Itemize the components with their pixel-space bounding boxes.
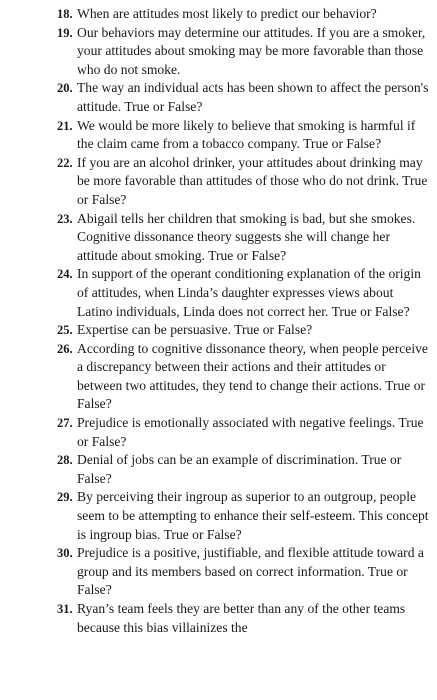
- question-item: [58, 600, 430, 637]
- question-text: When are attitudes most likely to predict our behavior?: [77, 6, 377, 21]
- question-text: Prejudice is emotionally associated with negative feelings. True or False?: [77, 415, 424, 449]
- question-text: According to cognitive dissonance theory, when people perceive a discrepancy between their actions and their attitudes or between two attitudes, they tend to change their actions. True or False?: [77, 340, 428, 412]
- question-number: 19.: [57, 25, 73, 40]
- question-text: Our behaviors may determine our attitudes. If you are a smoker, your attitudes about smoking may be more favorable than those who do not smoke.: [77, 24, 426, 77]
- question-text: Prejudice is a positive, justifiable, and flexible attitude toward a group and its members based on correct information. True or False?: [77, 545, 424, 598]
- question-text: The way an individual acts has been shown to affect the person's attitude. True or False?: [77, 80, 429, 114]
- question-item: [58, 488, 430, 544]
- question-text: If you are an alcohol drinker, your attitudes about drinking may be more favorable than attitudes of those who do not drink. True or False?: [77, 154, 428, 207]
- question-text: We would be more likely to believe that smoking is harmful if the claim came from a tobacco company. True or False?: [77, 117, 416, 152]
- question-item: [58, 154, 430, 210]
- question-number: 22.: [57, 155, 73, 170]
- question-text: Expertise can be persuasive. True or False?: [77, 322, 313, 338]
- question-item: [58, 451, 430, 488]
- question-number: 23.: [57, 211, 73, 226]
- question-item: [58, 265, 430, 321]
- question-number: 18.: [57, 7, 73, 21]
- question-text: Abigail tells her children that smoking is bad, but she smokes. Cognitive dissonance theory suggests she will change her attitude about smoking. True or False?: [77, 210, 416, 263]
- question-item: [58, 24, 430, 80]
- question-item: [58, 210, 430, 266]
- question-text: In support of the operant conditioning explanation of the origin of attitudes, when Linda’s daughter expresses views about Latino individuals, Linda does not correct her. True or False?: [77, 266, 421, 319]
- question-number: 30.: [57, 546, 73, 561]
- question-item: [58, 5, 430, 24]
- question-number: 31.: [57, 602, 73, 616]
- question-text: Denial of jobs can be an example of discrimination. True or False?: [77, 452, 402, 486]
- question-number: 26.: [57, 341, 73, 356]
- question-text: Ryan’s team feels they are better than any of the other teams because this bias villainizes the: [77, 601, 406, 635]
- question-number: 20.: [57, 81, 73, 96]
- question-item: [58, 414, 430, 451]
- question-number: 28.: [57, 453, 73, 468]
- question-number: 21.: [57, 118, 73, 133]
- question-list: [58, 5, 430, 637]
- question-number: 24.: [57, 267, 73, 282]
- question-item: [58, 79, 430, 116]
- question-text: By perceiving their ingroup as superior to an outgroup, people seem to be attempting to enhance their self-esteem. This concept is ingroup bias. True or False?: [77, 489, 429, 542]
- question-number: 29.: [57, 490, 73, 505]
- question-item: [58, 321, 430, 340]
- question-number: 25.: [57, 323, 73, 338]
- question-item: [58, 117, 430, 154]
- question-number: 27.: [57, 416, 73, 431]
- question-item: [58, 544, 430, 600]
- question-item: [58, 340, 430, 414]
